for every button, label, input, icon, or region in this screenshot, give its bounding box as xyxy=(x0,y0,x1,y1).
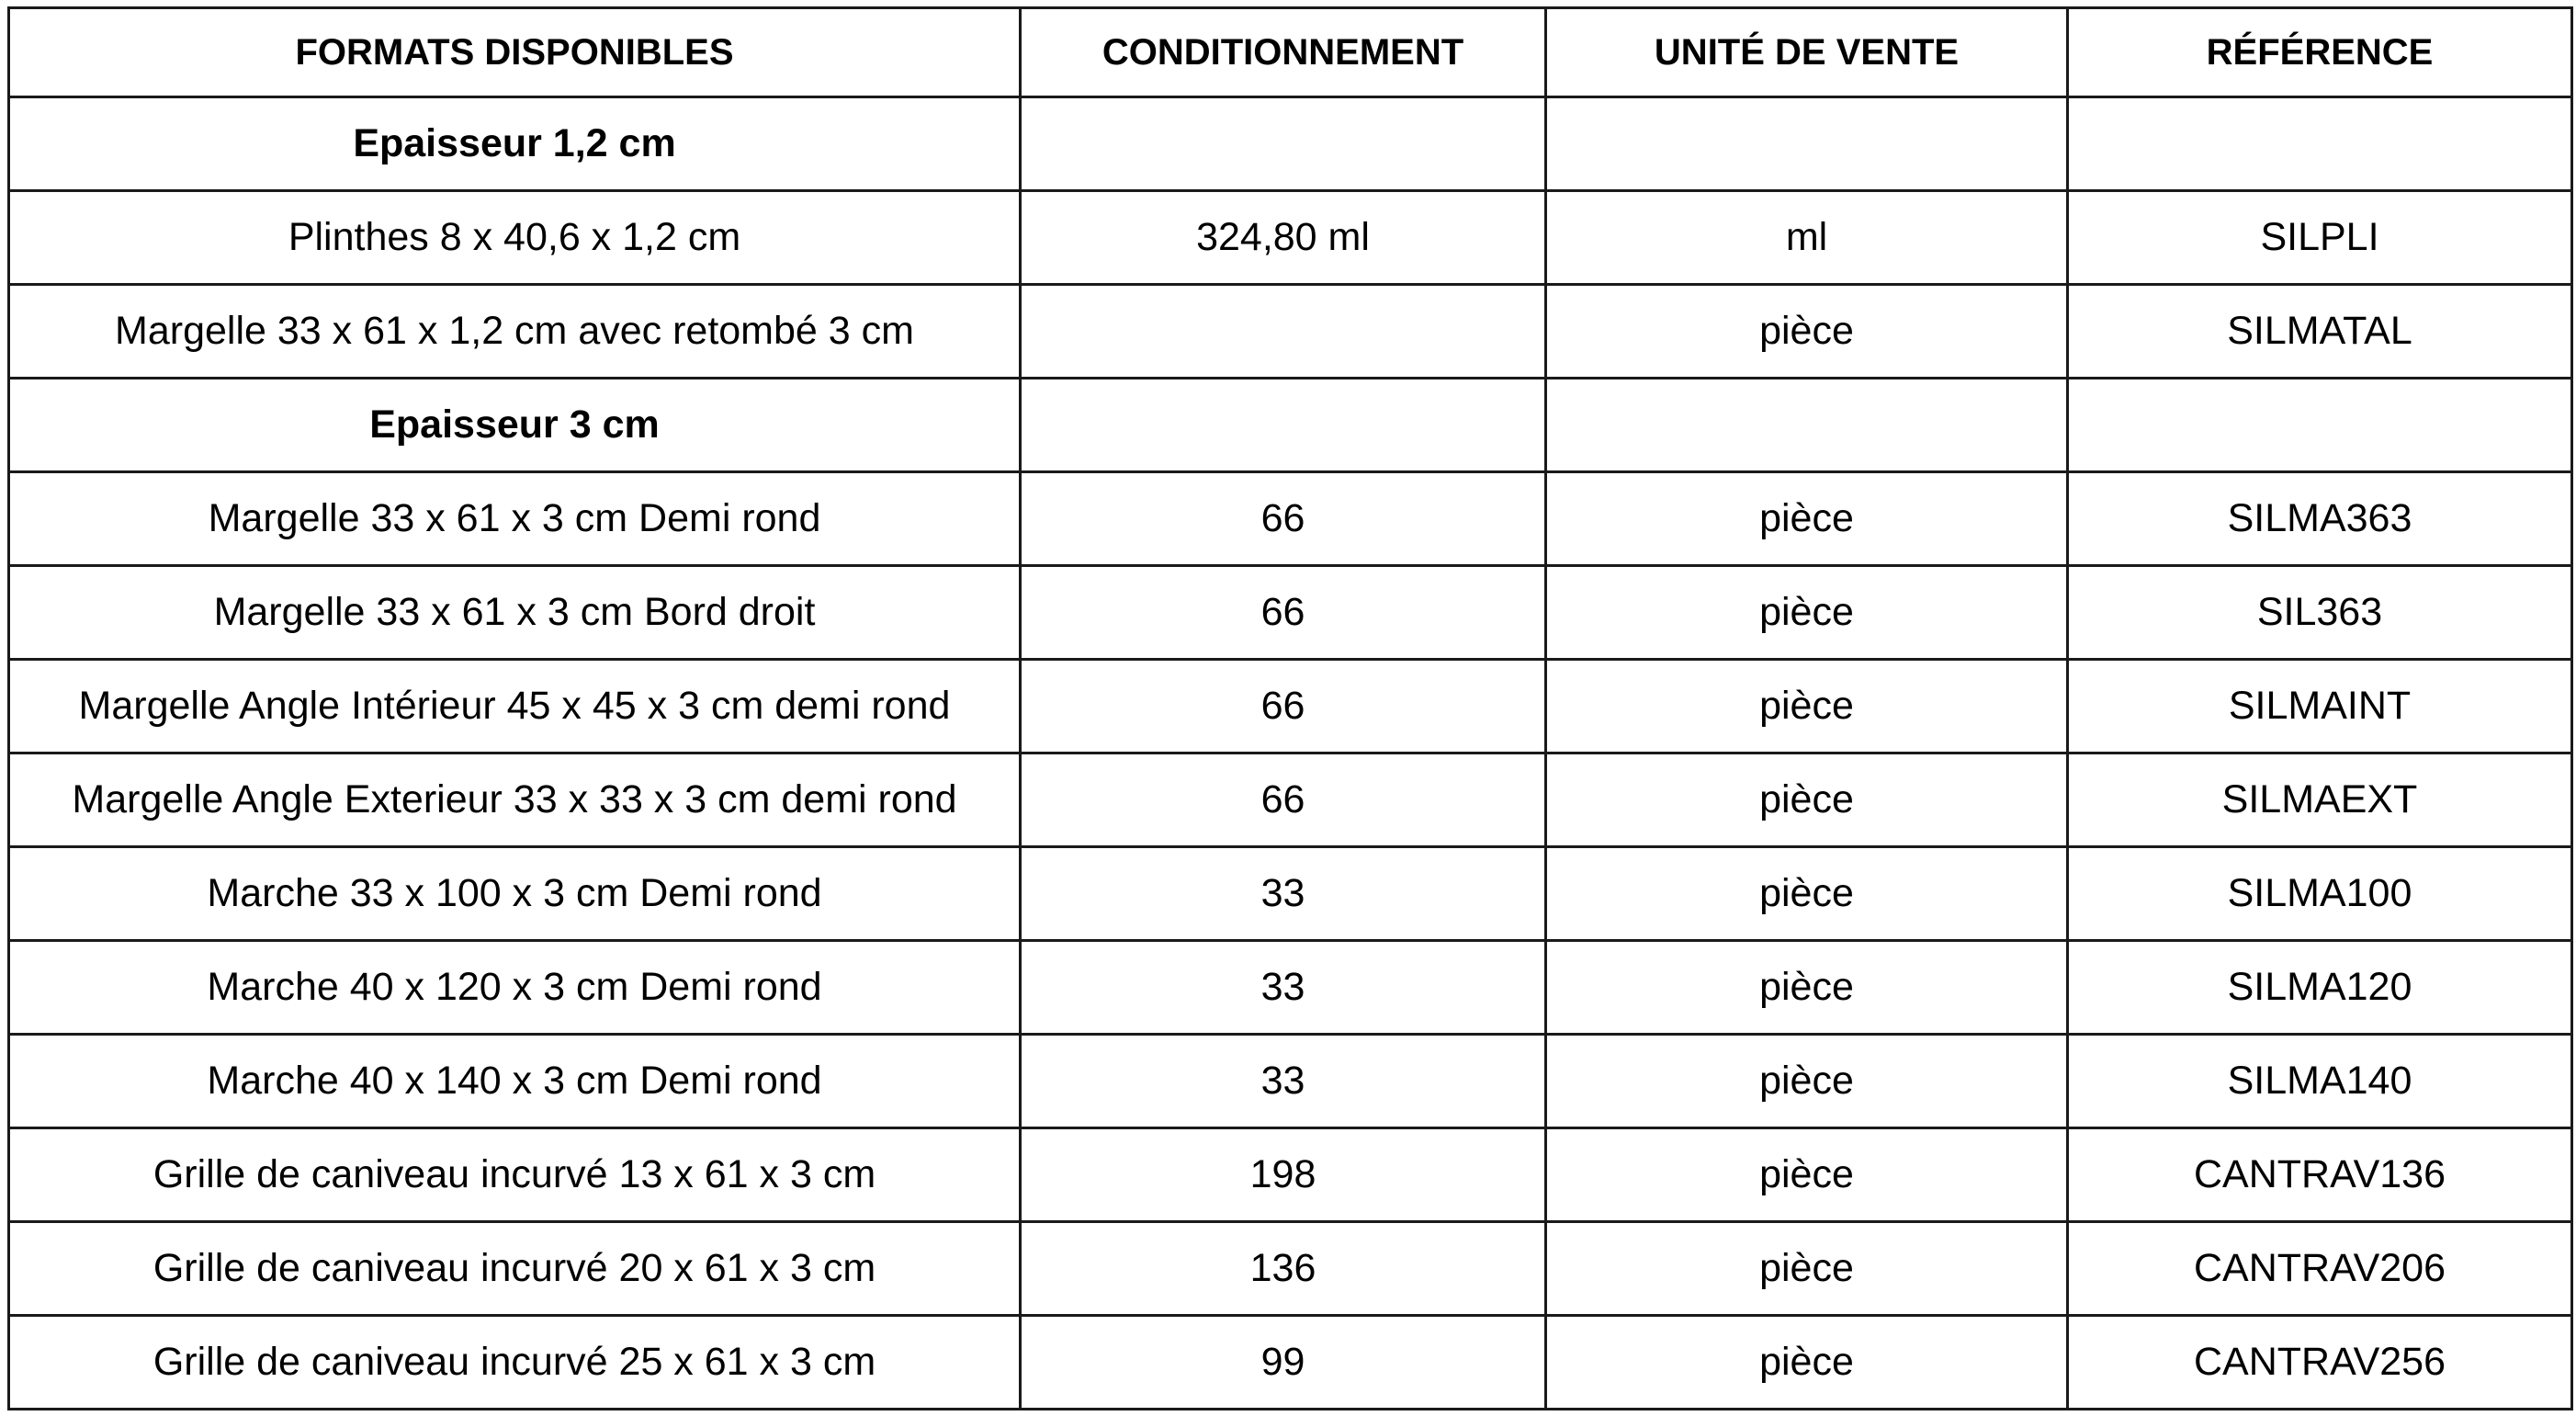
table-row xyxy=(9,941,2572,1035)
format-cell: Margelle Angle Exterieur 33 x 33 x 3 cm demi rond xyxy=(9,753,1021,847)
table-row xyxy=(9,1222,2572,1316)
reference-cell xyxy=(2068,97,2572,191)
product-formats-table xyxy=(7,6,2573,1410)
format-cell: Marche 40 x 140 x 3 cm Demi rond xyxy=(9,1035,1021,1128)
reference-cell: CANTRAV206 xyxy=(2068,1222,2572,1316)
unite-cell: pièce xyxy=(1546,660,2068,753)
format-cell: Margelle Angle Intérieur 45 x 45 x 3 cm demi rond xyxy=(9,660,1021,753)
table-body xyxy=(9,97,2572,1410)
table-row xyxy=(9,1035,2572,1128)
format-cell: Margelle 33 x 61 x 3 cm Bord droit xyxy=(9,566,1021,660)
section-header-row xyxy=(9,379,2572,472)
unite-cell: pièce xyxy=(1546,847,2068,941)
reference-cell: CANTRAV256 xyxy=(2068,1316,2572,1410)
unite-cell: pièce xyxy=(1546,1128,2068,1222)
unite-cell: pièce xyxy=(1546,1316,2068,1410)
unite-cell: pièce xyxy=(1546,941,2068,1035)
reference-cell: SIL363 xyxy=(2068,566,2572,660)
reference-cell: SILPLI xyxy=(2068,191,2572,285)
reference-cell: SILMATAL xyxy=(2068,285,2572,379)
conditionnement-cell: 136 xyxy=(1021,1222,1546,1316)
conditionnement-cell: 99 xyxy=(1021,1316,1546,1410)
unite-cell: pièce xyxy=(1546,285,2068,379)
header-unite-de-vente: UNITÉ DE VENTE xyxy=(1546,8,2068,97)
reference-cell: SILMA140 xyxy=(2068,1035,2572,1128)
format-cell: Grille de caniveau incurvé 25 x 61 x 3 cm xyxy=(9,1316,1021,1410)
conditionnement-cell: 198 xyxy=(1021,1128,1546,1222)
reference-cell: SILMAINT xyxy=(2068,660,2572,753)
table-row xyxy=(9,753,2572,847)
section-header-row xyxy=(9,97,2572,191)
section-title: Epaisseur 1,2 cm xyxy=(9,97,1021,191)
format-cell: Marche 33 x 100 x 3 cm Demi rond xyxy=(9,847,1021,941)
format-cell: Marche 40 x 120 x 3 cm Demi rond xyxy=(9,941,1021,1035)
format-cell: Margelle 33 x 61 x 1,2 cm avec retombé 3 cm xyxy=(9,285,1021,379)
unite-cell: pièce xyxy=(1546,1035,2068,1128)
table-row xyxy=(9,1316,2572,1410)
conditionnement-cell xyxy=(1021,379,1546,472)
table-row xyxy=(9,285,2572,379)
unite-cell xyxy=(1546,379,2068,472)
reference-cell xyxy=(2068,379,2572,472)
format-cell: Margelle 33 x 61 x 3 cm Demi rond xyxy=(9,472,1021,566)
reference-cell: SILMA120 xyxy=(2068,941,2572,1035)
header-formats: FORMATS DISPONIBLES xyxy=(9,8,1021,97)
unite-cell: pièce xyxy=(1546,566,2068,660)
reference-cell: CANTRAV136 xyxy=(2068,1128,2572,1222)
conditionnement-cell: 66 xyxy=(1021,753,1546,847)
format-cell: Plinthes 8 x 40,6 x 1,2 cm xyxy=(9,191,1021,285)
conditionnement-cell: 33 xyxy=(1021,847,1546,941)
reference-cell: SILMA100 xyxy=(2068,847,2572,941)
conditionnement-cell xyxy=(1021,285,1546,379)
table-header-row xyxy=(9,8,2572,97)
unite-cell xyxy=(1546,97,2068,191)
conditionnement-cell xyxy=(1021,97,1546,191)
table-row xyxy=(9,1128,2572,1222)
conditionnement-cell: 324,80 ml xyxy=(1021,191,1546,285)
header-reference: RÉFÉRENCE xyxy=(2068,8,2572,97)
header-conditionnement: CONDITIONNEMENT xyxy=(1021,8,1546,97)
table-row xyxy=(9,191,2572,285)
table-row xyxy=(9,847,2572,941)
reference-cell: SILMA363 xyxy=(2068,472,2572,566)
conditionnement-cell: 33 xyxy=(1021,941,1546,1035)
format-cell: Grille de caniveau incurvé 13 x 61 x 3 cm xyxy=(9,1128,1021,1222)
format-cell: Grille de caniveau incurvé 20 x 61 x 3 cm xyxy=(9,1222,1021,1316)
reference-cell: SILMAEXT xyxy=(2068,753,2572,847)
conditionnement-cell: 33 xyxy=(1021,1035,1546,1128)
unite-cell: pièce xyxy=(1546,753,2068,847)
table-row xyxy=(9,472,2572,566)
conditionnement-cell: 66 xyxy=(1021,566,1546,660)
table-row xyxy=(9,660,2572,753)
unite-cell: ml xyxy=(1546,191,2068,285)
conditionnement-cell: 66 xyxy=(1021,472,1546,566)
section-title: Epaisseur 3 cm xyxy=(9,379,1021,472)
conditionnement-cell: 66 xyxy=(1021,660,1546,753)
unite-cell: pièce xyxy=(1546,472,2068,566)
table-row xyxy=(9,566,2572,660)
unite-cell: pièce xyxy=(1546,1222,2068,1316)
